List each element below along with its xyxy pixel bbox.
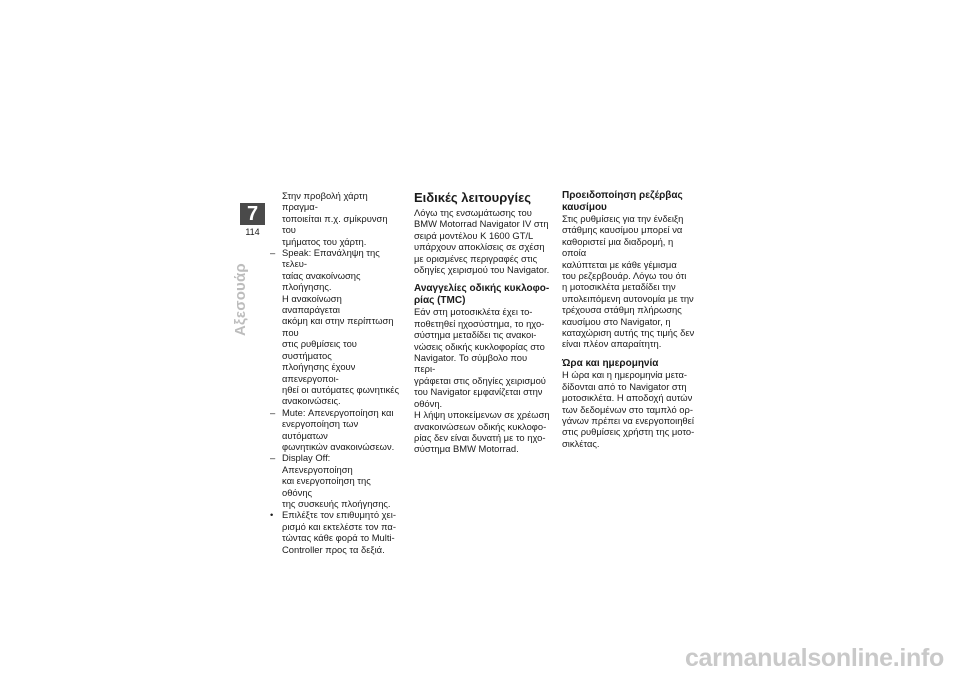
heading-line: Αναγγελίες οδικής κυκλοφο- (414, 283, 550, 295)
text-line: καθοριστεί μια διαδρομή, η οποία (562, 235, 674, 259)
text-line: Εάν στη μοτοσικλέτα έχει το- (414, 306, 533, 318)
text-line: τώντας κάθε φορά το Multi- (282, 532, 395, 544)
text-line: BMW Motorrad Navigator IV στη (414, 218, 549, 230)
text-line: Mute: Απενεργοποίηση και (282, 406, 394, 418)
text-line: Display Off: Απενεργοποίηση (282, 452, 353, 475)
text-line: Η ανακοίνωση αναπαράγεται (282, 292, 342, 316)
text-line: στις ρυθμίσεις χρήστη της μοτο- (562, 426, 695, 438)
heading-line: Προειδοποίηση ρεζέρβας (562, 190, 683, 201)
text-line: φωνητικών ανακοινώσεων. (282, 440, 395, 452)
text-line: ρισμό και εκτελέστε τον πα- (282, 520, 396, 532)
text-line: ρίας δεν είναι δυνατή με το ηχο- (414, 431, 546, 443)
text-line: στις ρυθμίσεις του συστήματος (282, 338, 357, 361)
column-1 (270, 190, 402, 555)
paragraph (414, 409, 550, 455)
text-line: οδηγίες χειρισμού του Navigator. (414, 264, 550, 276)
column-2 (414, 190, 550, 455)
dash-marker: – (270, 247, 276, 259)
text-line: των δεδομένων στο ταμπλό ορ- (562, 403, 693, 415)
text-line: Στην προβολή χάρτη πραγμα- (282, 190, 368, 213)
text-line: Στις ρυθμίσεις για την ένδειξη (562, 213, 684, 224)
text-line: Η λήψη υποκείμενων σε χρέωση (414, 409, 550, 421)
text-line: η μοτοσικλέτα μεταδίδει την (562, 281, 676, 293)
list-item-mute (270, 407, 402, 453)
text-line: τρέχουσα στάθμη πλήρωσης (562, 304, 682, 316)
text-line: Η ώρα και η ημερομηνία μετα- (562, 369, 687, 381)
chapter-tab-title: Αξεσουάρ (232, 263, 249, 336)
text-line: του Navigator εμφανίζεται στην (414, 386, 543, 398)
paragraph (414, 207, 550, 275)
text-line: Navigator. Το σύμβολο που περι- (414, 352, 528, 375)
text-line: ποθετηθεί ηχοσύστημα, το ηχο- (414, 317, 545, 329)
list-item-instruction (270, 509, 402, 555)
intro-paragraph (270, 190, 402, 247)
bullet-marker: • (270, 509, 274, 521)
text-line: νώσεις οδικής κυκλοφορίας στο (414, 340, 545, 352)
text-line: γάνων πρέπει να ενεργοποιηθεί (562, 415, 694, 426)
text-line: τοποιείται π.χ. σμίκρυνση του (282, 212, 388, 236)
text-line: Επιλέξτε τον επιθυμητό χει- (282, 509, 396, 521)
paragraph (562, 213, 698, 350)
text-line: καλύπτεται με κάθε γέμισμα (562, 258, 677, 270)
text-line: γράφεται στις οδηγίες χειρισμού (414, 374, 546, 386)
text-line: υπάρχουν αποκλίσεις σε σχέση (414, 241, 545, 253)
dash-marker: – (270, 406, 276, 418)
text-line: με ορισμένες περιγραφές στις (414, 252, 538, 264)
text-line: μοτοσικλέτα. Η αποδοχή αυτών (562, 392, 693, 404)
subheading-time-date (562, 358, 698, 370)
subheading-tmc (414, 283, 550, 306)
text-line: ενεργοποίηση των αυτόματων (282, 418, 359, 441)
text-line: τμήματος του χάρτη. (282, 235, 367, 247)
text-line: σύστημα μεταδίδει τις ανακοι- (414, 329, 537, 341)
page-number: 114 (245, 227, 260, 237)
text-line: και ενεργοποίηση της οθόνης (282, 475, 371, 498)
paragraph (562, 369, 698, 449)
text-line: καυσίμου στο Navigator, η (562, 315, 671, 327)
text-line: ανακοινώσεις. (282, 395, 341, 407)
text-line: σειρά μοντέλου K 1600 GT/L (414, 229, 534, 241)
text-line: της συσκευής πλοήγησης. (282, 497, 391, 509)
text-line: Controller προς τα δεξιά. (282, 543, 385, 555)
text-line: του ρεζερβουάρ. Λόγω του ότι (562, 270, 687, 282)
text-line: υπολειπόμενη αυτονομία με την (562, 292, 694, 304)
text-line: στάθμης καυσίμου μπορεί να (562, 224, 683, 236)
heading-line: καυσίμου (562, 201, 607, 213)
text-line: οθόνη. (414, 397, 443, 409)
text-line: πλοήγησης έχουν απενεργοποι- (282, 361, 356, 384)
text-line: Λόγω της ενσωμάτωσης του (414, 207, 532, 218)
paragraph (414, 306, 550, 409)
text-line: καταχώριση αυτής της τιμής δεν (562, 327, 695, 339)
text-line: ακόμη και στην περίπτωση που (282, 315, 394, 338)
list-item-display-off (270, 452, 402, 509)
section-heading: Ειδικές λειτουργίες (414, 190, 532, 205)
text-line: είναι πλέον απαραίτητη. (562, 338, 662, 350)
heading-line: Ώρα και ημερομηνία (562, 357, 659, 369)
text-line: ανακοινώσεων οδικής κυκλοφο- (414, 420, 547, 432)
text-line: σικλέτας. (562, 437, 600, 449)
text-line: Speak: Επανάληψη της τελευ- (282, 247, 380, 270)
subheading-fuel-reserve (562, 190, 698, 213)
dash-marker: – (270, 452, 276, 464)
text-line: ταίας ανακοίνωσης πλοήγησης. (282, 269, 361, 293)
list-item-speak (270, 247, 402, 407)
column-3 (562, 190, 698, 449)
heading-line: ρίας (TMC) (414, 294, 466, 306)
text-line: σύστημα BMW Motorrad. (414, 443, 519, 455)
watermark-text: carmanualsonline.info (684, 644, 944, 672)
chapter-number: 7 (240, 203, 265, 225)
text-line: δίδονται από το Navigator στη (562, 380, 687, 392)
text-line: ηθεί οι αυτόματες φωνητικές (282, 383, 399, 395)
